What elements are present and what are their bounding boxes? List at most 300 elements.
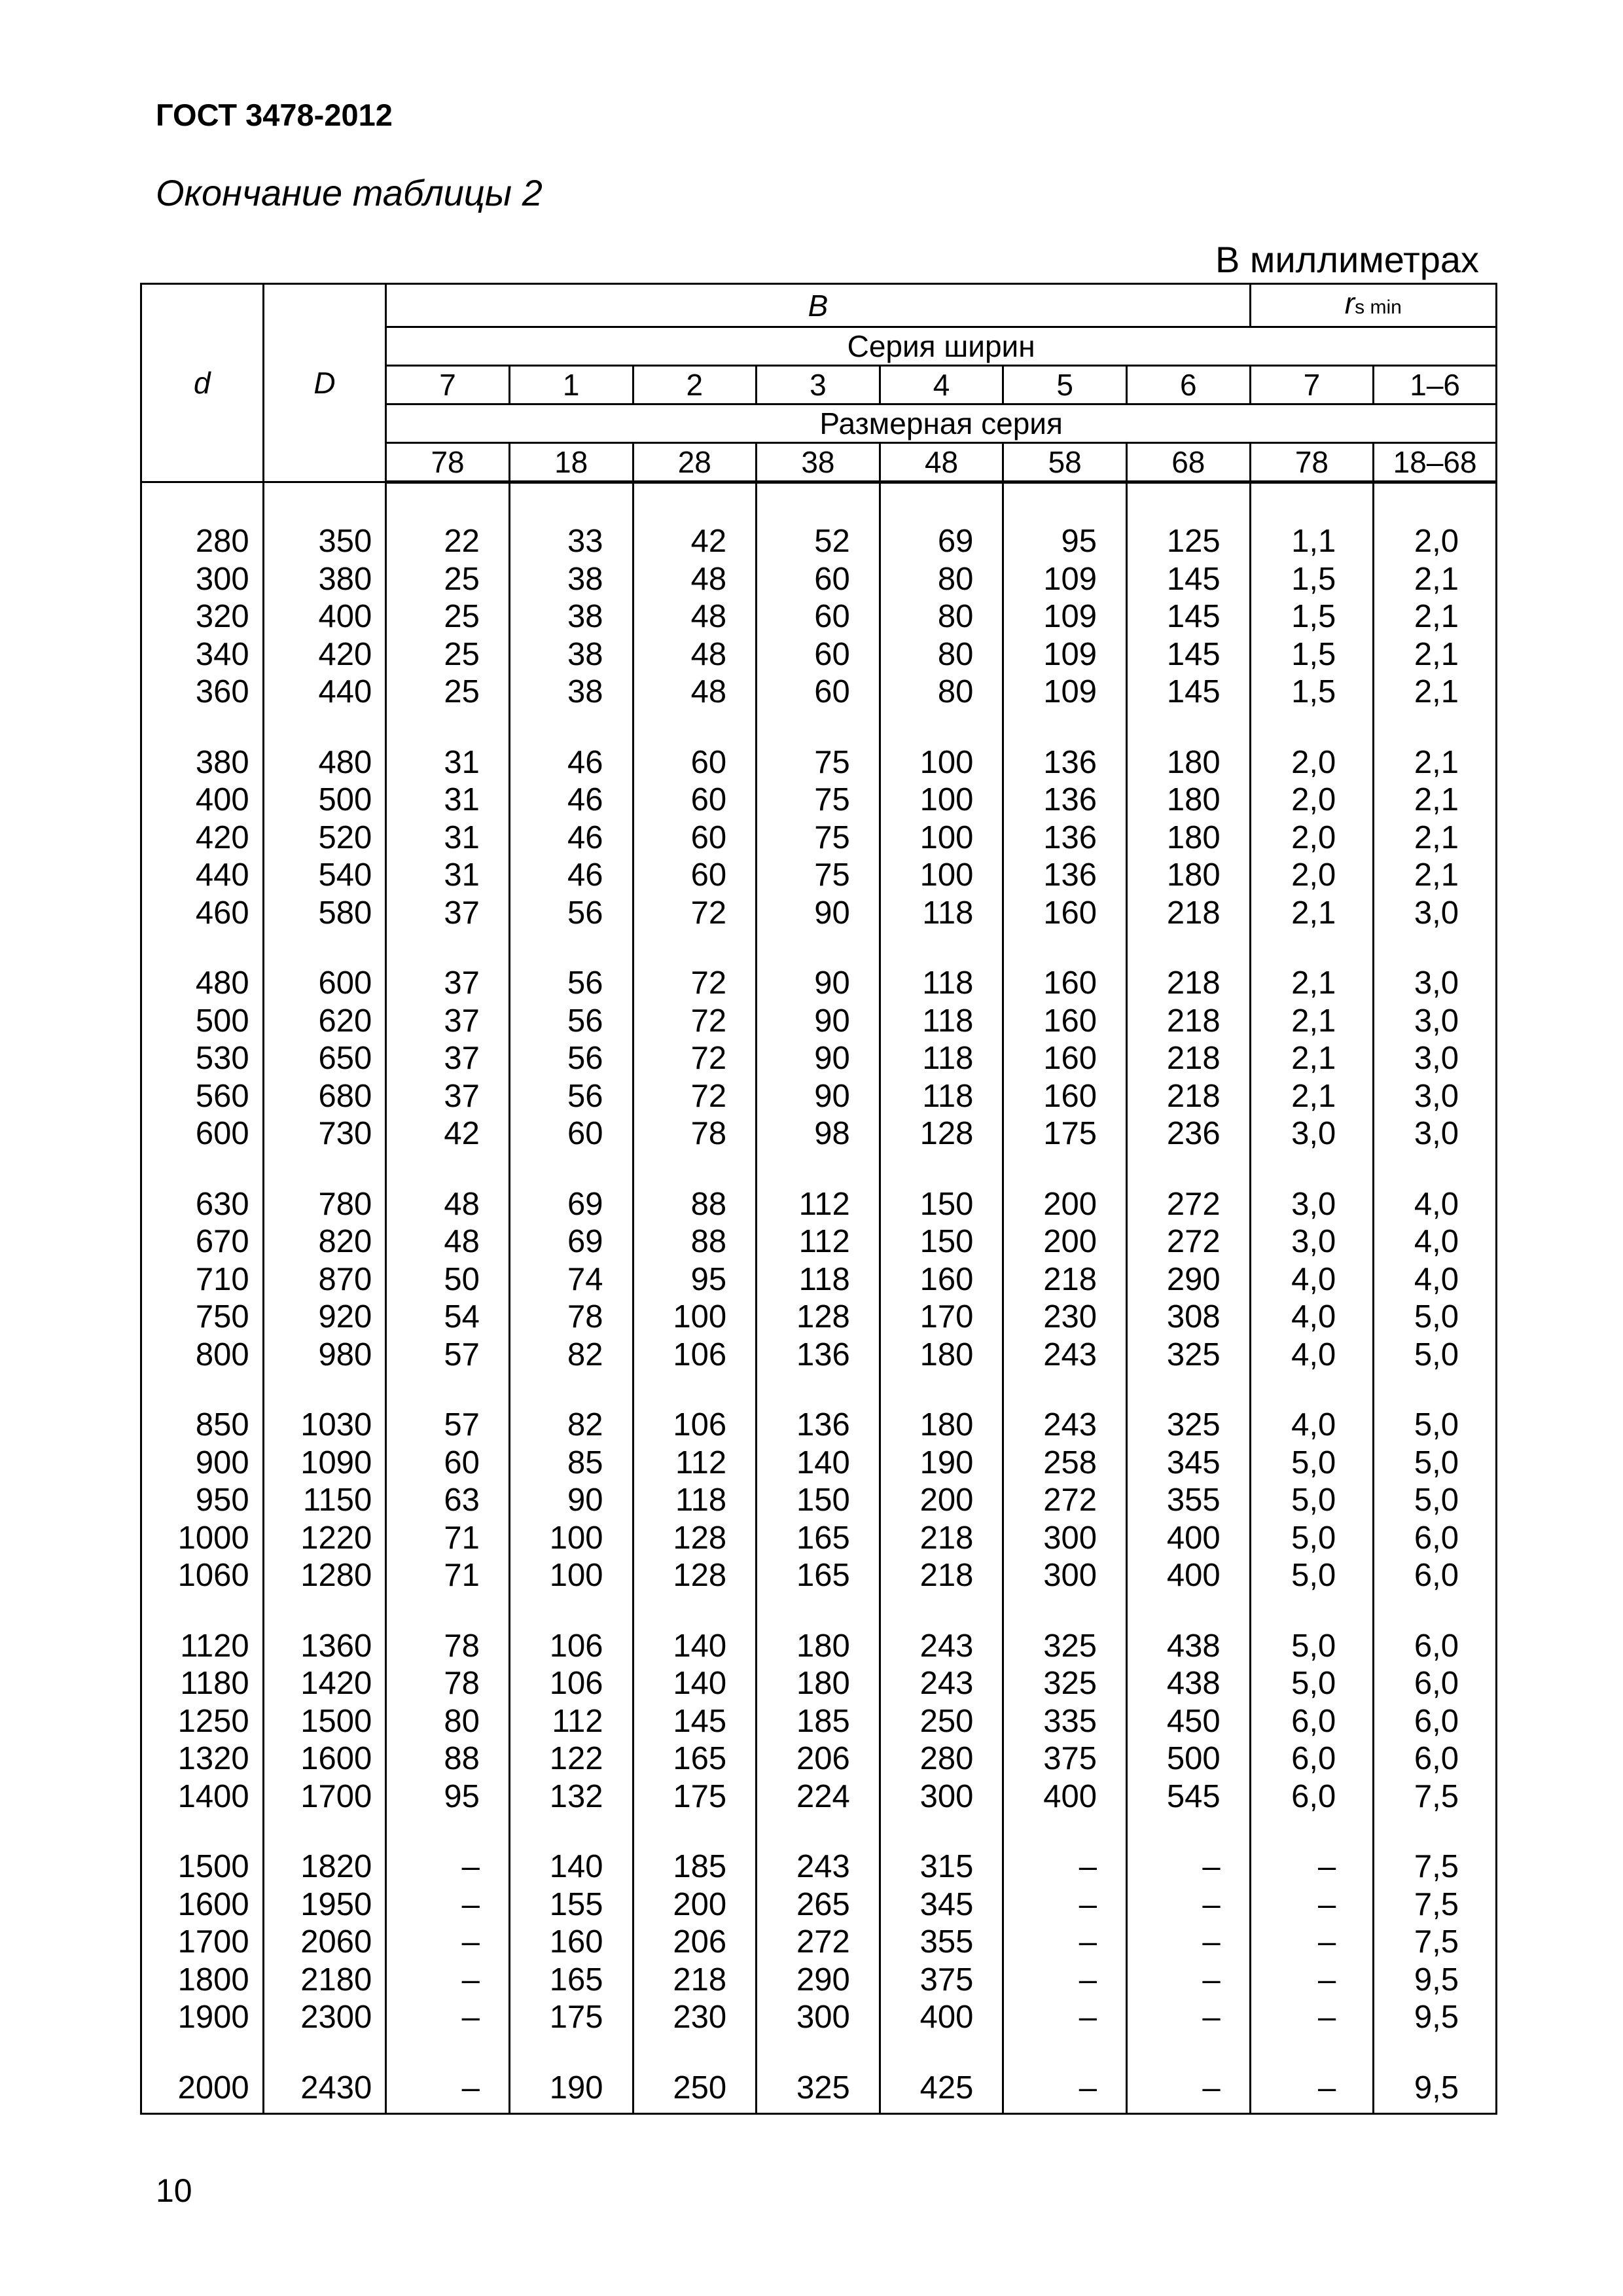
cell-d: 500 <box>141 1003 264 1041</box>
cell-B-58: 109 <box>1003 636 1127 674</box>
spacer-cell <box>1250 1595 1374 1628</box>
table-row <box>141 1962 1497 2000</box>
cell-B-58: 300 <box>1003 1557 1127 1595</box>
cell-B-28: 218 <box>633 1962 757 2000</box>
cell-B-68: 272 <box>1127 1223 1251 1261</box>
cell-d: 1000 <box>141 1520 264 1558</box>
cell-rs-18-68: 6,0 <box>1374 1520 1497 1558</box>
rs-symbol: r <box>1344 286 1355 320</box>
cell-D: 400 <box>263 598 386 636</box>
cell-B-68: 218 <box>1127 965 1251 1003</box>
cell-B-28: 78 <box>633 1115 757 1153</box>
cell-B-18: 100 <box>509 1520 633 1558</box>
cell-B-18: 46 <box>509 857 633 895</box>
cell-rs-78: – <box>1250 1886 1374 1924</box>
cell-D: 520 <box>263 819 386 857</box>
table-row <box>141 561 1497 599</box>
cell-B-28: 145 <box>633 1703 757 1741</box>
cell-B-28: 72 <box>633 1040 757 1078</box>
cell-B-58: 335 <box>1003 1703 1127 1741</box>
cell-B-68: 145 <box>1127 598 1251 636</box>
cell-rs-18-68: 6,0 <box>1374 1557 1497 1595</box>
cell-B-28: 165 <box>633 1740 757 1778</box>
spacer-cell <box>509 1816 633 1848</box>
spacer-cell <box>633 932 757 965</box>
spacer-cell <box>141 482 264 524</box>
cell-B-38: 185 <box>757 1703 880 1741</box>
cell-B-18: 140 <box>509 1848 633 1886</box>
spacer-cell <box>509 1153 633 1186</box>
cell-B-28: 72 <box>633 1003 757 1041</box>
group-spacer <box>141 1153 1497 1186</box>
dimension-series-code: 18–68 <box>1374 443 1497 482</box>
cell-rs-78: 5,0 <box>1250 1482 1374 1520</box>
cell-B-78: – <box>386 1886 510 1924</box>
cell-d: 320 <box>141 598 264 636</box>
cell-B-38: 150 <box>757 1482 880 1520</box>
cell-D: 1950 <box>263 1886 386 1924</box>
cell-B-48: 150 <box>880 1186 1003 1224</box>
cell-d: 800 <box>141 1336 264 1374</box>
table-row <box>141 1778 1497 1816</box>
width-series-code: 5 <box>1003 366 1127 404</box>
cell-B-18: 38 <box>509 673 633 711</box>
cell-B-68: 500 <box>1127 1740 1251 1778</box>
table-row <box>141 1740 1497 1778</box>
table-row <box>141 1299 1497 1336</box>
cell-d: 560 <box>141 1078 264 1116</box>
width-series-code: 4 <box>880 366 1003 404</box>
table-row <box>141 895 1497 933</box>
spacer-cell <box>757 1374 880 1407</box>
cell-B-38: 224 <box>757 1778 880 1816</box>
cell-D: 920 <box>263 1299 386 1336</box>
cell-B-38: 206 <box>757 1740 880 1778</box>
cell-d: 440 <box>141 857 264 895</box>
cell-rs-78: 1,5 <box>1250 673 1374 711</box>
cell-B-48: 100 <box>880 781 1003 819</box>
cell-B-18: 46 <box>509 781 633 819</box>
cell-D: 1220 <box>263 1520 386 1558</box>
cell-B-78: – <box>386 1924 510 1962</box>
cell-B-18: 56 <box>509 1078 633 1116</box>
cell-rs-78: – <box>1250 1924 1374 1962</box>
cell-B-38: 140 <box>757 1444 880 1482</box>
spacer-cell <box>386 1595 510 1628</box>
cell-B-48: 150 <box>880 1223 1003 1261</box>
spacer-cell <box>1374 1595 1497 1628</box>
spacer-cell <box>141 932 264 965</box>
cell-rs-78: 5,0 <box>1250 1628 1374 1666</box>
cell-B-78: 50 <box>386 1261 510 1299</box>
table-row <box>141 1407 1497 1444</box>
cell-D: 540 <box>263 857 386 895</box>
spacer-cell <box>386 932 510 965</box>
cell-rs-18-68: 6,0 <box>1374 1703 1497 1741</box>
cell-B-68: 325 <box>1127 1336 1251 1374</box>
cell-B-38: 60 <box>757 561 880 599</box>
cell-rs-18-68: 4,0 <box>1374 1261 1497 1299</box>
table-row <box>141 1520 1497 1558</box>
cell-rs-18-68: 9,5 <box>1374 2070 1497 2114</box>
cell-d: 1800 <box>141 1962 264 2000</box>
cell-B-68: 438 <box>1127 1628 1251 1666</box>
cell-d: 1180 <box>141 1665 264 1703</box>
cell-B-58: – <box>1003 1848 1127 1886</box>
cell-B-18: 106 <box>509 1665 633 1703</box>
spacer-cell <box>757 1816 880 1848</box>
cell-B-28: 175 <box>633 1778 757 1816</box>
spacer-cell <box>757 711 880 744</box>
cell-B-18: 82 <box>509 1407 633 1444</box>
cell-rs-18-68: 6,0 <box>1374 1628 1497 1666</box>
cell-B-78: 57 <box>386 1336 510 1374</box>
table-row <box>141 1924 1497 1962</box>
spacer-cell <box>633 1374 757 1407</box>
spacer-cell <box>509 1595 633 1628</box>
spacer-cell <box>1250 1374 1374 1407</box>
cell-rs-18-68: 4,0 <box>1374 1186 1497 1224</box>
cell-D: 820 <box>263 1223 386 1261</box>
dimensions-table <box>140 283 1497 2115</box>
spacer-cell <box>1250 482 1374 524</box>
cell-rs-78: 2,1 <box>1250 1003 1374 1041</box>
cell-d: 480 <box>141 965 264 1003</box>
dimension-series-label: Размерная серия <box>386 404 1497 443</box>
cell-B-28: 95 <box>633 1261 757 1299</box>
cell-B-28: 88 <box>633 1186 757 1224</box>
cell-rs-18-68: 4,0 <box>1374 1223 1497 1261</box>
cell-B-28: 185 <box>633 1848 757 1886</box>
spacer-cell <box>1127 711 1251 744</box>
spacer-cell <box>757 932 880 965</box>
cell-B-48: 100 <box>880 857 1003 895</box>
spacer-cell <box>633 2037 757 2070</box>
cell-B-38: 243 <box>757 1848 880 1886</box>
cell-d: 530 <box>141 1040 264 1078</box>
spacer-cell <box>263 711 386 744</box>
group-spacer <box>141 711 1497 744</box>
cell-rs-78: 5,0 <box>1250 1444 1374 1482</box>
spacer-cell <box>1003 711 1127 744</box>
cell-B-78: 54 <box>386 1299 510 1336</box>
cell-d: 1900 <box>141 1999 264 2037</box>
cell-B-38: 265 <box>757 1886 880 1924</box>
spacer-cell <box>386 2037 510 2070</box>
cell-D: 1280 <box>263 1557 386 1595</box>
table-row <box>141 1186 1497 1224</box>
spacer-cell <box>633 1153 757 1186</box>
cell-rs-18-68: 7,5 <box>1374 1886 1497 1924</box>
spacer-cell <box>1250 2037 1374 2070</box>
spacer-cell <box>1374 482 1497 524</box>
spacer-cell <box>880 482 1003 524</box>
cell-B-38: 112 <box>757 1186 880 1224</box>
spacer-cell <box>1127 1595 1251 1628</box>
cell-B-58: – <box>1003 1999 1127 2037</box>
spacer-cell <box>386 1374 510 1407</box>
cell-B-58: 258 <box>1003 1444 1127 1482</box>
cell-B-38: 75 <box>757 744 880 782</box>
cell-B-58: – <box>1003 1924 1127 1962</box>
cell-rs-78: – <box>1250 1999 1374 2037</box>
cell-rs-18-68: 9,5 <box>1374 1999 1497 2037</box>
cell-d: 710 <box>141 1261 264 1299</box>
cell-D: 2060 <box>263 1924 386 1962</box>
cell-rs-78: 2,0 <box>1250 781 1374 819</box>
cell-B-48: 80 <box>880 673 1003 711</box>
cell-B-68: 180 <box>1127 781 1251 819</box>
cell-d: 1600 <box>141 1886 264 1924</box>
spacer-cell <box>263 1374 386 1407</box>
cell-B-38: 75 <box>757 819 880 857</box>
cell-D: 600 <box>263 965 386 1003</box>
cell-rs-78: 3,0 <box>1250 1186 1374 1224</box>
cell-B-28: 100 <box>633 1299 757 1336</box>
cell-B-78: 31 <box>386 819 510 857</box>
cell-B-48: 190 <box>880 1444 1003 1482</box>
cell-B-58: 230 <box>1003 1299 1127 1336</box>
cell-B-28: 42 <box>633 523 757 561</box>
cell-rs-18-68: 3,0 <box>1374 965 1497 1003</box>
group-spacer <box>141 1595 1497 1628</box>
cell-B-38: 165 <box>757 1520 880 1558</box>
cell-B-18: 160 <box>509 1924 633 1962</box>
cell-B-28: 140 <box>633 1665 757 1703</box>
dimension-series-code: 78 <box>386 443 510 482</box>
cell-rs-18-68: 3,0 <box>1374 1040 1497 1078</box>
spacer-cell <box>880 1153 1003 1186</box>
cell-B-28: 88 <box>633 1223 757 1261</box>
cell-B-18: 33 <box>509 523 633 561</box>
cell-B-18: 69 <box>509 1223 633 1261</box>
cell-D: 870 <box>263 1261 386 1299</box>
cell-D: 580 <box>263 895 386 933</box>
cell-B-68: 145 <box>1127 673 1251 711</box>
cell-B-48: 69 <box>880 523 1003 561</box>
cell-D: 1820 <box>263 1848 386 1886</box>
cell-B-28: 128 <box>633 1557 757 1595</box>
table-row <box>141 857 1497 895</box>
cell-rs-18-68: 3,0 <box>1374 895 1497 933</box>
cell-B-28: 106 <box>633 1407 757 1444</box>
col-head-D: D <box>263 284 386 482</box>
cell-rs-78: 1,1 <box>1250 523 1374 561</box>
spacer-cell <box>1003 932 1127 965</box>
spacer-cell <box>1374 1374 1497 1407</box>
spacer-cell <box>1374 932 1497 965</box>
cell-B-18: 46 <box>509 744 633 782</box>
cell-B-68: – <box>1127 1924 1251 1962</box>
spacer-cell <box>141 2037 264 2070</box>
cell-d: 950 <box>141 1482 264 1520</box>
cell-rs-78: 4,0 <box>1250 1336 1374 1374</box>
table-caption: Окончание таблицы 2 <box>156 172 543 213</box>
spacer-cell <box>757 482 880 524</box>
cell-B-38: 60 <box>757 598 880 636</box>
cell-B-58: 160 <box>1003 1003 1127 1041</box>
cell-B-18: 165 <box>509 1962 633 2000</box>
cell-B-18: 190 <box>509 2070 633 2114</box>
dimension-series-code: 18 <box>509 443 633 482</box>
spacer-cell <box>880 2037 1003 2070</box>
cell-B-78: 71 <box>386 1557 510 1595</box>
table-row <box>141 965 1497 1003</box>
cell-D: 1500 <box>263 1703 386 1741</box>
cell-D: 380 <box>263 561 386 599</box>
col-head-rs-min <box>1250 284 1496 327</box>
table-row <box>141 1115 1497 1153</box>
cell-B-78: 63 <box>386 1482 510 1520</box>
spacer-cell <box>633 1595 757 1628</box>
spacer-cell <box>880 1816 1003 1848</box>
cell-B-38: 180 <box>757 1665 880 1703</box>
spacer-cell <box>633 1816 757 1848</box>
cell-B-28: 230 <box>633 1999 757 2037</box>
table-row <box>141 1223 1497 1261</box>
cell-B-78: 88 <box>386 1740 510 1778</box>
dimension-series-code: 68 <box>1127 443 1251 482</box>
table-row <box>141 1482 1497 1520</box>
spacer-cell <box>509 932 633 965</box>
cell-B-68: 145 <box>1127 561 1251 599</box>
cell-B-68: 218 <box>1127 1003 1251 1041</box>
spacer-cell <box>1250 1816 1374 1848</box>
cell-B-48: 400 <box>880 1999 1003 2037</box>
cell-B-78: – <box>386 2070 510 2114</box>
cell-d: 420 <box>141 819 264 857</box>
cell-B-78: 31 <box>386 744 510 782</box>
table-row <box>141 523 1497 561</box>
group-spacer <box>141 2037 1497 2070</box>
spacer-cell <box>880 711 1003 744</box>
cell-rs-78: 4,0 <box>1250 1261 1374 1299</box>
cell-B-48: 345 <box>880 1886 1003 1924</box>
cell-rs-78: 2,0 <box>1250 744 1374 782</box>
cell-B-58: 136 <box>1003 819 1127 857</box>
spacer-cell <box>1374 2037 1497 2070</box>
cell-B-48: 180 <box>880 1336 1003 1374</box>
cell-B-28: 128 <box>633 1520 757 1558</box>
spacer-cell <box>1127 1153 1251 1186</box>
cell-B-18: 85 <box>509 1444 633 1482</box>
cell-rs-78: – <box>1250 1962 1374 2000</box>
cell-D: 680 <box>263 1078 386 1116</box>
cell-rs-78: 2,1 <box>1250 965 1374 1003</box>
cell-B-18: 106 <box>509 1628 633 1666</box>
cell-rs-18-68: 5,0 <box>1374 1444 1497 1482</box>
cell-B-18: 56 <box>509 965 633 1003</box>
cell-B-18: 56 <box>509 1003 633 1041</box>
width-series-label: Серия ширин <box>386 327 1497 366</box>
cell-B-58: – <box>1003 1886 1127 1924</box>
width-series-code: 1–6 <box>1374 366 1497 404</box>
cell-rs-18-68: 5,0 <box>1374 1482 1497 1520</box>
cell-B-68: 438 <box>1127 1665 1251 1703</box>
cell-B-48: 100 <box>880 819 1003 857</box>
cell-rs-18-68: 3,0 <box>1374 1003 1497 1041</box>
cell-rs-78: 1,5 <box>1250 561 1374 599</box>
cell-B-38: 136 <box>757 1407 880 1444</box>
cell-B-28: 72 <box>633 1078 757 1116</box>
spacer-cell <box>1374 1816 1497 1848</box>
width-series-code: 6 <box>1127 366 1251 404</box>
cell-D: 1150 <box>263 1482 386 1520</box>
cell-B-38: 272 <box>757 1924 880 1962</box>
spacer-cell <box>1127 482 1251 524</box>
cell-B-28: 60 <box>633 744 757 782</box>
cell-D: 1360 <box>263 1628 386 1666</box>
cell-B-68: – <box>1127 1999 1251 2037</box>
cell-d: 600 <box>141 1115 264 1153</box>
cell-B-18: 90 <box>509 1482 633 1520</box>
cell-B-28: 48 <box>633 673 757 711</box>
cell-B-18: 112 <box>509 1703 633 1741</box>
cell-B-18: 56 <box>509 895 633 933</box>
cell-B-58: 243 <box>1003 1407 1127 1444</box>
cell-d: 280 <box>141 523 264 561</box>
cell-B-78: 37 <box>386 1078 510 1116</box>
cell-B-38: 136 <box>757 1336 880 1374</box>
cell-B-38: 290 <box>757 1962 880 2000</box>
spacer-cell <box>1127 932 1251 965</box>
cell-B-28: 118 <box>633 1482 757 1520</box>
cell-B-78: 22 <box>386 523 510 561</box>
cell-d: 1400 <box>141 1778 264 1816</box>
spacer-cell <box>386 711 510 744</box>
cell-rs-18-68: 7,5 <box>1374 1778 1497 1816</box>
cell-B-78: 25 <box>386 673 510 711</box>
width-series-code: 2 <box>633 366 757 404</box>
cell-B-28: 72 <box>633 895 757 933</box>
cell-rs-18-68: 5,0 <box>1374 1407 1497 1444</box>
cell-B-28: 48 <box>633 598 757 636</box>
cell-B-48: 118 <box>880 1078 1003 1116</box>
cell-B-58: 136 <box>1003 781 1127 819</box>
cell-D: 1030 <box>263 1407 386 1444</box>
cell-rs-78: – <box>1250 1848 1374 1886</box>
cell-d: 460 <box>141 895 264 933</box>
table-row <box>141 673 1497 711</box>
cell-D: 480 <box>263 744 386 782</box>
cell-d: 1250 <box>141 1703 264 1741</box>
cell-B-18: 38 <box>509 561 633 599</box>
page-number: 10 <box>156 2172 192 2209</box>
cell-B-18: 132 <box>509 1778 633 1816</box>
cell-rs-18-68: 5,0 <box>1374 1299 1497 1336</box>
spacer-cell <box>880 932 1003 965</box>
cell-B-68: 180 <box>1127 744 1251 782</box>
cell-B-58: 325 <box>1003 1628 1127 1666</box>
cell-D: 440 <box>263 673 386 711</box>
cell-B-48: 218 <box>880 1557 1003 1595</box>
table-row <box>141 598 1497 636</box>
cell-B-78: 57 <box>386 1407 510 1444</box>
table-row <box>141 781 1497 819</box>
cell-d: 360 <box>141 673 264 711</box>
cell-d: 380 <box>141 744 264 782</box>
cell-B-48: 118 <box>880 965 1003 1003</box>
cell-B-58: 218 <box>1003 1261 1127 1299</box>
cell-B-18: 100 <box>509 1557 633 1595</box>
cell-B-58: 200 <box>1003 1186 1127 1224</box>
cell-rs-18-68: 7,5 <box>1374 1924 1497 1962</box>
spacer-cell <box>1250 1153 1374 1186</box>
cell-B-48: 300 <box>880 1778 1003 1816</box>
cell-rs-18-68: 7,5 <box>1374 1848 1497 1886</box>
cell-B-48: 218 <box>880 1520 1003 1558</box>
cell-B-38: 325 <box>757 2070 880 2114</box>
